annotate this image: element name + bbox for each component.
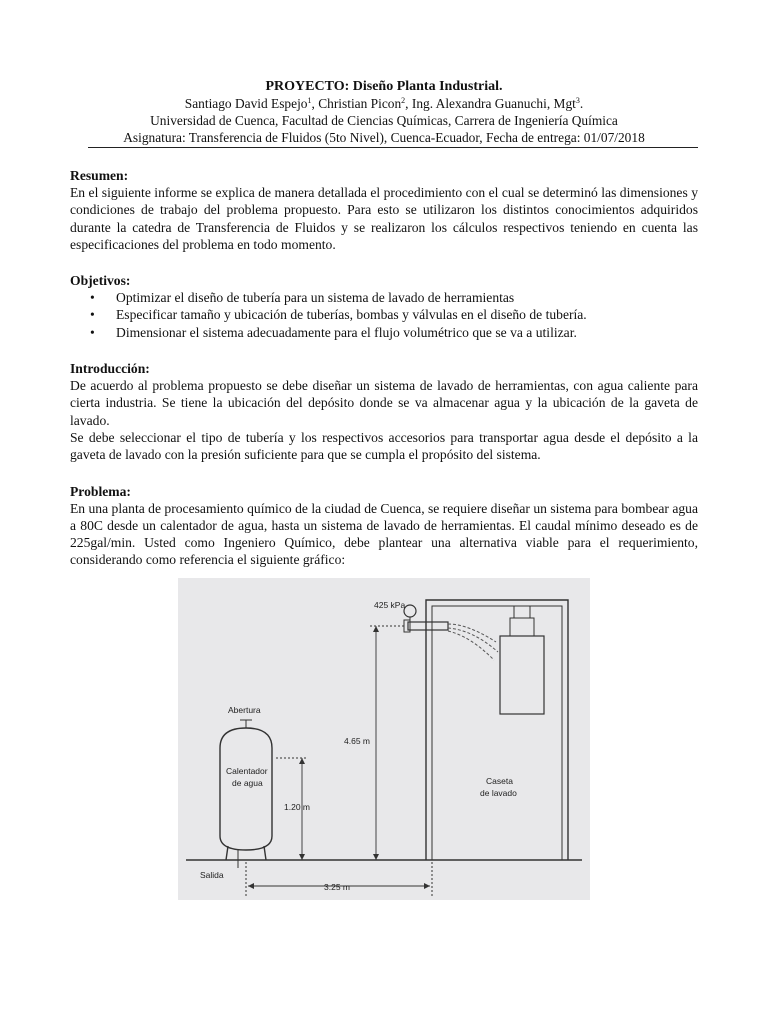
tool-cabinet — [500, 636, 544, 714]
opening-label: Abertura — [228, 705, 261, 715]
affiliation-line: Universidad de Cuenca, Facultad de Ciencias Químicas, Carrera de Ingeniería Química — [150, 113, 618, 128]
author-2-sup: 2 — [401, 96, 406, 105]
booth-label-line2: de lavado — [480, 788, 517, 798]
objetivos-list — [70, 289, 698, 341]
arrow-right — [424, 883, 430, 889]
author-1-sup: 1 — [307, 96, 312, 105]
introduccion-paragraph-2: Se debe seleccionar el tipo de tubería y los respectivos accesorios para transportar agua desde el depósito a la gaveta de lavado con la presión suficiente para que se cumpla el propósito del sistema. — [70, 429, 698, 463]
arrow-up — [373, 626, 379, 632]
introduccion-section — [70, 360, 698, 463]
author-3-sup: 3 — [575, 96, 580, 105]
introduccion-heading: Introducción: — [70, 361, 150, 377]
height-label-long: 4.65 m — [344, 736, 370, 746]
problema-text: En una planta de procesamiento químico de la ciudad de Cuenca, se requiere diseñar un sistema para bombear agua a 80C desde un calentador de agua, hasta un sistema de lavado de herramientas. El caudal mínimo deseado es de 225gal/min. Usted como Ingeniero Químico, debe plantear una alternativa viable para el requerimiento, considerando como referencia el siguiente gráfico: — [70, 500, 698, 568]
authors-line: Santiago David Espejo$^1$, Christian Picon$^2$, Ing. Alexandra Guanuchi, Mgt$^3$. — [184, 96, 584, 111]
objetivos-section — [70, 272, 698, 341]
arrow-down — [373, 854, 379, 860]
outlet-label: Salida — [200, 870, 224, 880]
booth-outer-frame — [426, 600, 568, 860]
course-line: Asignatura: Transferencia de Fluidos (5to Nivel), Cuenca-Ecuador, Fecha de entrega: 01/07/2018 — [123, 130, 645, 145]
problema-heading: Problema: — [70, 483, 131, 499]
introduccion-paragraph-1: De acuerdo al problema propuesto se debe diseñar un sistema de lavado de herramientas, con agua caliente para cierta industria. Se tiene la ubicación del depósito donde se va almacenar agua y la ubicación de la gaveta de lavado. — [70, 378, 698, 428]
problema-section — [70, 483, 698, 569]
resumen-section — [70, 167, 698, 253]
author-2: Christian Picon — [318, 96, 402, 111]
arrow-down — [299, 854, 305, 860]
water-spray — [448, 631, 494, 660]
booth-label-line1: Caseta — [486, 776, 513, 786]
header-rule — [88, 147, 698, 148]
tank-leg — [226, 846, 228, 860]
resumen-heading: Resumen: — [70, 168, 129, 183]
cabinet-bracket — [510, 618, 534, 636]
document-title: PROYECTO: Diseño Planta Industrial. — [265, 79, 503, 94]
system-diagram — [178, 578, 590, 900]
arrow-left — [248, 883, 254, 889]
outlet-pipe — [408, 622, 448, 630]
height-label-short: 1.20 m — [284, 802, 310, 812]
objetivo-item: • Especificar tamaño y ubicación de tuberías, bombas y válvulas en el diseño de tubería. — [70, 306, 698, 323]
pressure-gauge-icon — [404, 605, 416, 617]
document-page — [70, 78, 698, 569]
distance-label: 3.25 m — [324, 882, 350, 892]
booth-inner-frame — [432, 606, 562, 860]
tank-leg — [264, 846, 266, 860]
author-3: Ing. Alexandra Guanuchi, Mgt — [411, 96, 576, 111]
objetivos-heading: Objetivos: — [70, 273, 131, 289]
resumen-text: En el siguiente informe se explica de manera detallada el procedimiento con el cual se determinó las dimensiones y condiciones de trabajo del problema propuesto. Para esto se utilizaron los distintos conocimientos adquiridos durante la catedra de Transferencia de Fluidos y se realizaron los cálculos respectivos teniendo en cuenta las especificaciones del problema en todo momento. — [70, 185, 698, 252]
tank-label-line1: Calentador — [226, 766, 268, 776]
objetivo-item: • Optimizar el diseño de tubería para un sistema de lavado de herramientas — [70, 289, 698, 306]
arrow-up — [299, 758, 305, 764]
document-header — [70, 78, 698, 146]
water-spray — [448, 628, 498, 652]
pressure-label: 425 kPa — [374, 600, 406, 610]
water-heater-tank — [220, 728, 272, 850]
system-diagram-svg — [178, 578, 590, 900]
tank-label-line2: de agua — [232, 778, 263, 788]
author-1: Santiago David Espejo — [184, 96, 308, 111]
objetivo-item: • Dimensionar el sistema adecuadamente para el flujo volumétrico que se va a utilizar. — [70, 324, 698, 341]
